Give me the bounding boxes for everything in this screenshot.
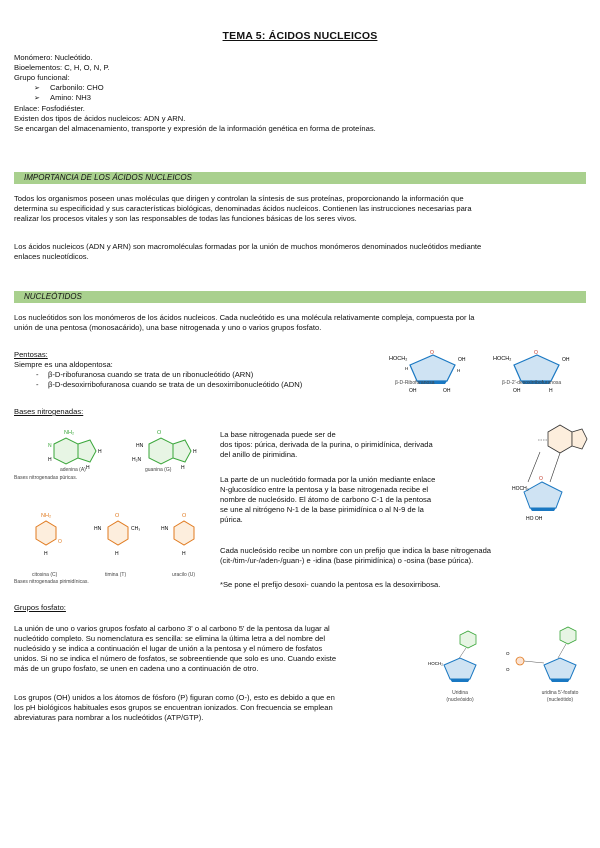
pentosa-item-text: β-D-ribofuranosa cuando se trata de un ribonucleótido (ARN) — [48, 370, 254, 379]
ump-structure — [506, 627, 576, 682]
h-label: H — [86, 465, 90, 471]
section-bar-importancia — [14, 172, 586, 184]
purinas-figure — [14, 424, 224, 506]
timina-structure — [94, 513, 140, 557]
text-line: Los nucleótidos son los monómeros de los ácidos nucleicos. Cada nucleótido es una molécula relativamente compleja, compuesta por la — [14, 313, 475, 322]
citosina-structure — [36, 513, 62, 557]
o-label: O — [506, 651, 510, 656]
fosfato-paragraph-1 — [14, 624, 409, 674]
h-label: H — [549, 388, 553, 394]
h-label: H — [115, 551, 119, 557]
oh-label: OH — [443, 388, 451, 394]
uridina-label: Uridina — [452, 690, 468, 696]
fosfato-heading — [14, 603, 66, 613]
text-line: Los grupos (OH) unidos a los átomos de fósforo (P) figuran como (O-), esto es debido a que en — [14, 693, 335, 702]
o-label: O — [182, 513, 187, 519]
desoxirribofuranosa-caption: β-D-2'-desoxirribofuranosa — [502, 380, 562, 386]
pentosa-item-ribo — [36, 370, 253, 380]
pentosas-heading — [14, 350, 48, 360]
h2n-label: H₂N — [132, 457, 142, 463]
uridina-structure — [428, 631, 476, 682]
text-line: La base nitrogenada puede ser de — [220, 430, 336, 439]
text-line: unidos. Si no se indica el número de fosfatos, se sobreentiende que solo es uno. Cuando existe — [14, 654, 337, 664]
ch3-label: CH₃ — [131, 526, 141, 532]
hoch2-label: HOCH₂ — [512, 486, 529, 492]
encargan-line: Se encargan del almacenamiento, transporte y expresión de la información genética en forma de proteínas. — [14, 123, 376, 133]
text-line: del anillo de pirimidina. — [220, 450, 298, 460]
adenina-label: adenina (A) — [60, 467, 86, 473]
h-label: H — [48, 457, 52, 463]
text-line: Los ácidos nucleicos (ADN y ARN) son macromoléculas formadas por la unión de muchos monómeros denominados nucleótidos mediante — [14, 242, 482, 251]
grupo-funcional-line: Grupo funcional: — [14, 73, 70, 83]
o-label: O — [157, 430, 162, 436]
bases-paragraph-2 — [220, 475, 520, 525]
bases-heading-text: Bases nitrogenadas: — [14, 407, 84, 416]
bases-heading — [14, 407, 83, 417]
hn-label: HN — [136, 443, 144, 449]
carbonilo-text: Carbonilo: CHO — [50, 83, 104, 93]
o-label: O — [506, 667, 510, 672]
fosfato-paragraph-2 — [14, 693, 409, 723]
bioelementos-line: Bioelementos: C, H, O, N, P. — [14, 63, 110, 73]
enlace-line: Enlace: Fosfodiéster. — [14, 103, 85, 113]
text-line: enlaces nucleotídicos. — [14, 252, 89, 262]
pirimidinas-caption: Bases nitrogenadas pirimidínicas. — [14, 579, 89, 585]
nucleotido-label: (nucleótido) — [546, 696, 574, 703]
tipos-line: Existen dos tipos de ácidos nucleicos: ADN y ARN. — [14, 113, 186, 123]
o-label: O — [534, 350, 538, 356]
bases-paragraph-4: *Se pone el prefijo desoxi- cuando la pentosa es la desoxirribosa. — [220, 580, 441, 589]
n-label: N — [48, 443, 52, 449]
nucleotido-figure — [420, 625, 595, 695]
bases-paragraph-3 — [220, 546, 595, 566]
purinas-caption: Bases nitrogenadas púricas. — [14, 475, 78, 481]
h-label: H — [181, 465, 185, 471]
text-line: N-glucosídico entre la pentosa y la base nitrogenada recibe el — [220, 485, 429, 495]
monomero-line: Monómero: Nucleótido. — [14, 53, 93, 62]
pentosas-heading-text: Pentosas: — [14, 350, 48, 359]
nucleotidos-paragraph — [14, 313, 586, 333]
text-line: dos tipos: púrica, derivada de la purina, o pirimidínica, derivada — [220, 440, 433, 450]
importancia-paragraph-2 — [14, 242, 586, 262]
text-line: abreviaturas para nombrar a los nucleótidos (ATP/GTP). — [14, 713, 204, 723]
oh-label: OH — [458, 357, 466, 363]
text-line: determina su especificidad y sus características biológicas, denominadas ácidos nucleicos. Contienen las instrucciones necesarias para — [14, 204, 472, 214]
section-heading-importancia: IMPORTANCIA DE LOS ÁCIDOS NUCLEICOS — [24, 173, 192, 182]
oh-label: OH — [513, 388, 521, 394]
text-line: Cada nucleósido recibe un nombre con un prefijo que indica la base nitrogenada — [220, 546, 492, 555]
desoxirribofuranosa-structure — [493, 350, 570, 394]
hn-label: HN — [161, 526, 169, 532]
intro-block — [14, 53, 589, 134]
uracilo-label: uracilo (U) — [172, 572, 196, 578]
text-line: unión de una pentosa (monosacárido), una base nitrogenada y uno o varios grupos fosfato. — [14, 323, 322, 333]
h-label: H — [98, 449, 102, 455]
hoch2-label: HOCH₂ — [428, 661, 443, 666]
citosina-label: citosina (C) — [32, 572, 58, 578]
dash: - — [36, 380, 39, 389]
arrow-icon: ➢ — [34, 95, 40, 103]
bases-paragraph-1 — [220, 430, 520, 460]
text-line: Todos los organismos poseen unas moléculas que dirigen y controlan la síntesis de sus proteínas, proporcionando la información que — [14, 194, 464, 203]
pirimidinas-figure — [14, 509, 224, 569]
page-title: TEMA 5: ÁCIDOS NUCLEICOS — [222, 30, 378, 42]
pentosa-item-text: β-D-desoxirribofuranosa cuando se trata de un desoxirribonucleótido (ADN) — [48, 380, 303, 389]
o-label: O — [539, 476, 543, 482]
ump-caption — [530, 690, 590, 703]
oh-label: OH — [562, 357, 570, 363]
nucleosido-figure — [510, 420, 590, 535]
ribofuranosa-structure — [389, 350, 466, 394]
section-bar-nucleotidos — [14, 291, 586, 303]
o-label: O — [58, 539, 62, 545]
h-label: H — [457, 368, 461, 373]
text-line: más de un grupo fosfato, se unen en cadena uno a continuación de otro. — [14, 664, 259, 674]
oh-label: OH — [409, 388, 417, 394]
amino-bullet — [14, 93, 589, 103]
pentosas-intro: Siempre es una aldopentosa: — [14, 360, 113, 369]
uracilo-structure — [161, 513, 194, 557]
h-label: H — [193, 449, 197, 455]
dash: - — [36, 370, 39, 379]
text-line: nombre de nucleósido. El átomo de carbono C-1 de la pentosa — [220, 495, 432, 505]
text-line: púrica. — [220, 515, 243, 525]
text-line: realizar los procesos vitales y son las responsables de todas las funciones básicas de los seres vivos. — [14, 214, 357, 224]
o-label: O — [430, 350, 434, 356]
text-line: nucleótido completo. Su nomenclatura es sencilla: se elimina la última letra a del nombre del — [14, 634, 326, 644]
guanina-structure — [132, 430, 197, 471]
ribofuranosa-caption: β-D-Ribofuranosa — [395, 380, 435, 386]
amino-text: Amino: NH3 — [50, 93, 91, 103]
guanina-label: guanina (G) — [145, 467, 172, 473]
pentosas-figure — [385, 345, 590, 397]
text-line: (cit-/tim-/ur-/aden-/guan-) e -idina (base pirimidínica) o -osina (base púrica). — [220, 556, 474, 566]
hooh-label: HO OH — [526, 516, 543, 522]
h-label: H — [405, 366, 409, 371]
text-line: los pH biológicos habituales esos grupos se encuentran ionizados. Con frecuencia se emplean — [14, 703, 333, 713]
pentosa-item-desoxi — [36, 380, 302, 390]
nucleosido-label: (nucleósido) — [446, 696, 474, 703]
text-line: nucleósido y se indica a continuación el lugar de unión a la pentosa y el número de fosfatos — [14, 644, 323, 654]
h-label: H — [182, 551, 186, 557]
text-line: La unión de uno o varios grupos fosfato al carbono 3' o al carbono 5' de la pentosa da lugar al — [14, 624, 330, 633]
fosfato-heading-text: Grupos fosfato: — [14, 603, 66, 612]
o-label: O — [115, 513, 120, 519]
hoch2-label: HOCH₂ — [493, 356, 512, 362]
text-line: La parte de un nucleótido formada por la unión mediante enlace — [220, 475, 436, 484]
hn-label: HN — [94, 526, 102, 532]
arrow-icon: ➢ — [34, 85, 40, 93]
section-heading-nucleotidos: NUCLEÓTIDOS — [24, 292, 82, 301]
h-label: H — [44, 551, 48, 557]
nh2-label: NH₂ — [64, 430, 75, 436]
ump-label: uridina 5'-fosfato — [541, 690, 579, 696]
carbonilo-bullet — [14, 83, 589, 93]
hoch2-label: HOCH₂ — [389, 356, 408, 362]
nh2-label: NH₂ — [41, 513, 52, 519]
text-line: se une al nitrógeno N-1 de la base pirimidínica o al N-9 de la — [220, 505, 424, 515]
uridina-caption — [440, 690, 480, 703]
importancia-paragraph-1 — [14, 194, 586, 224]
adenina-structure — [48, 430, 102, 471]
timina-label: timina (T) — [105, 572, 127, 578]
